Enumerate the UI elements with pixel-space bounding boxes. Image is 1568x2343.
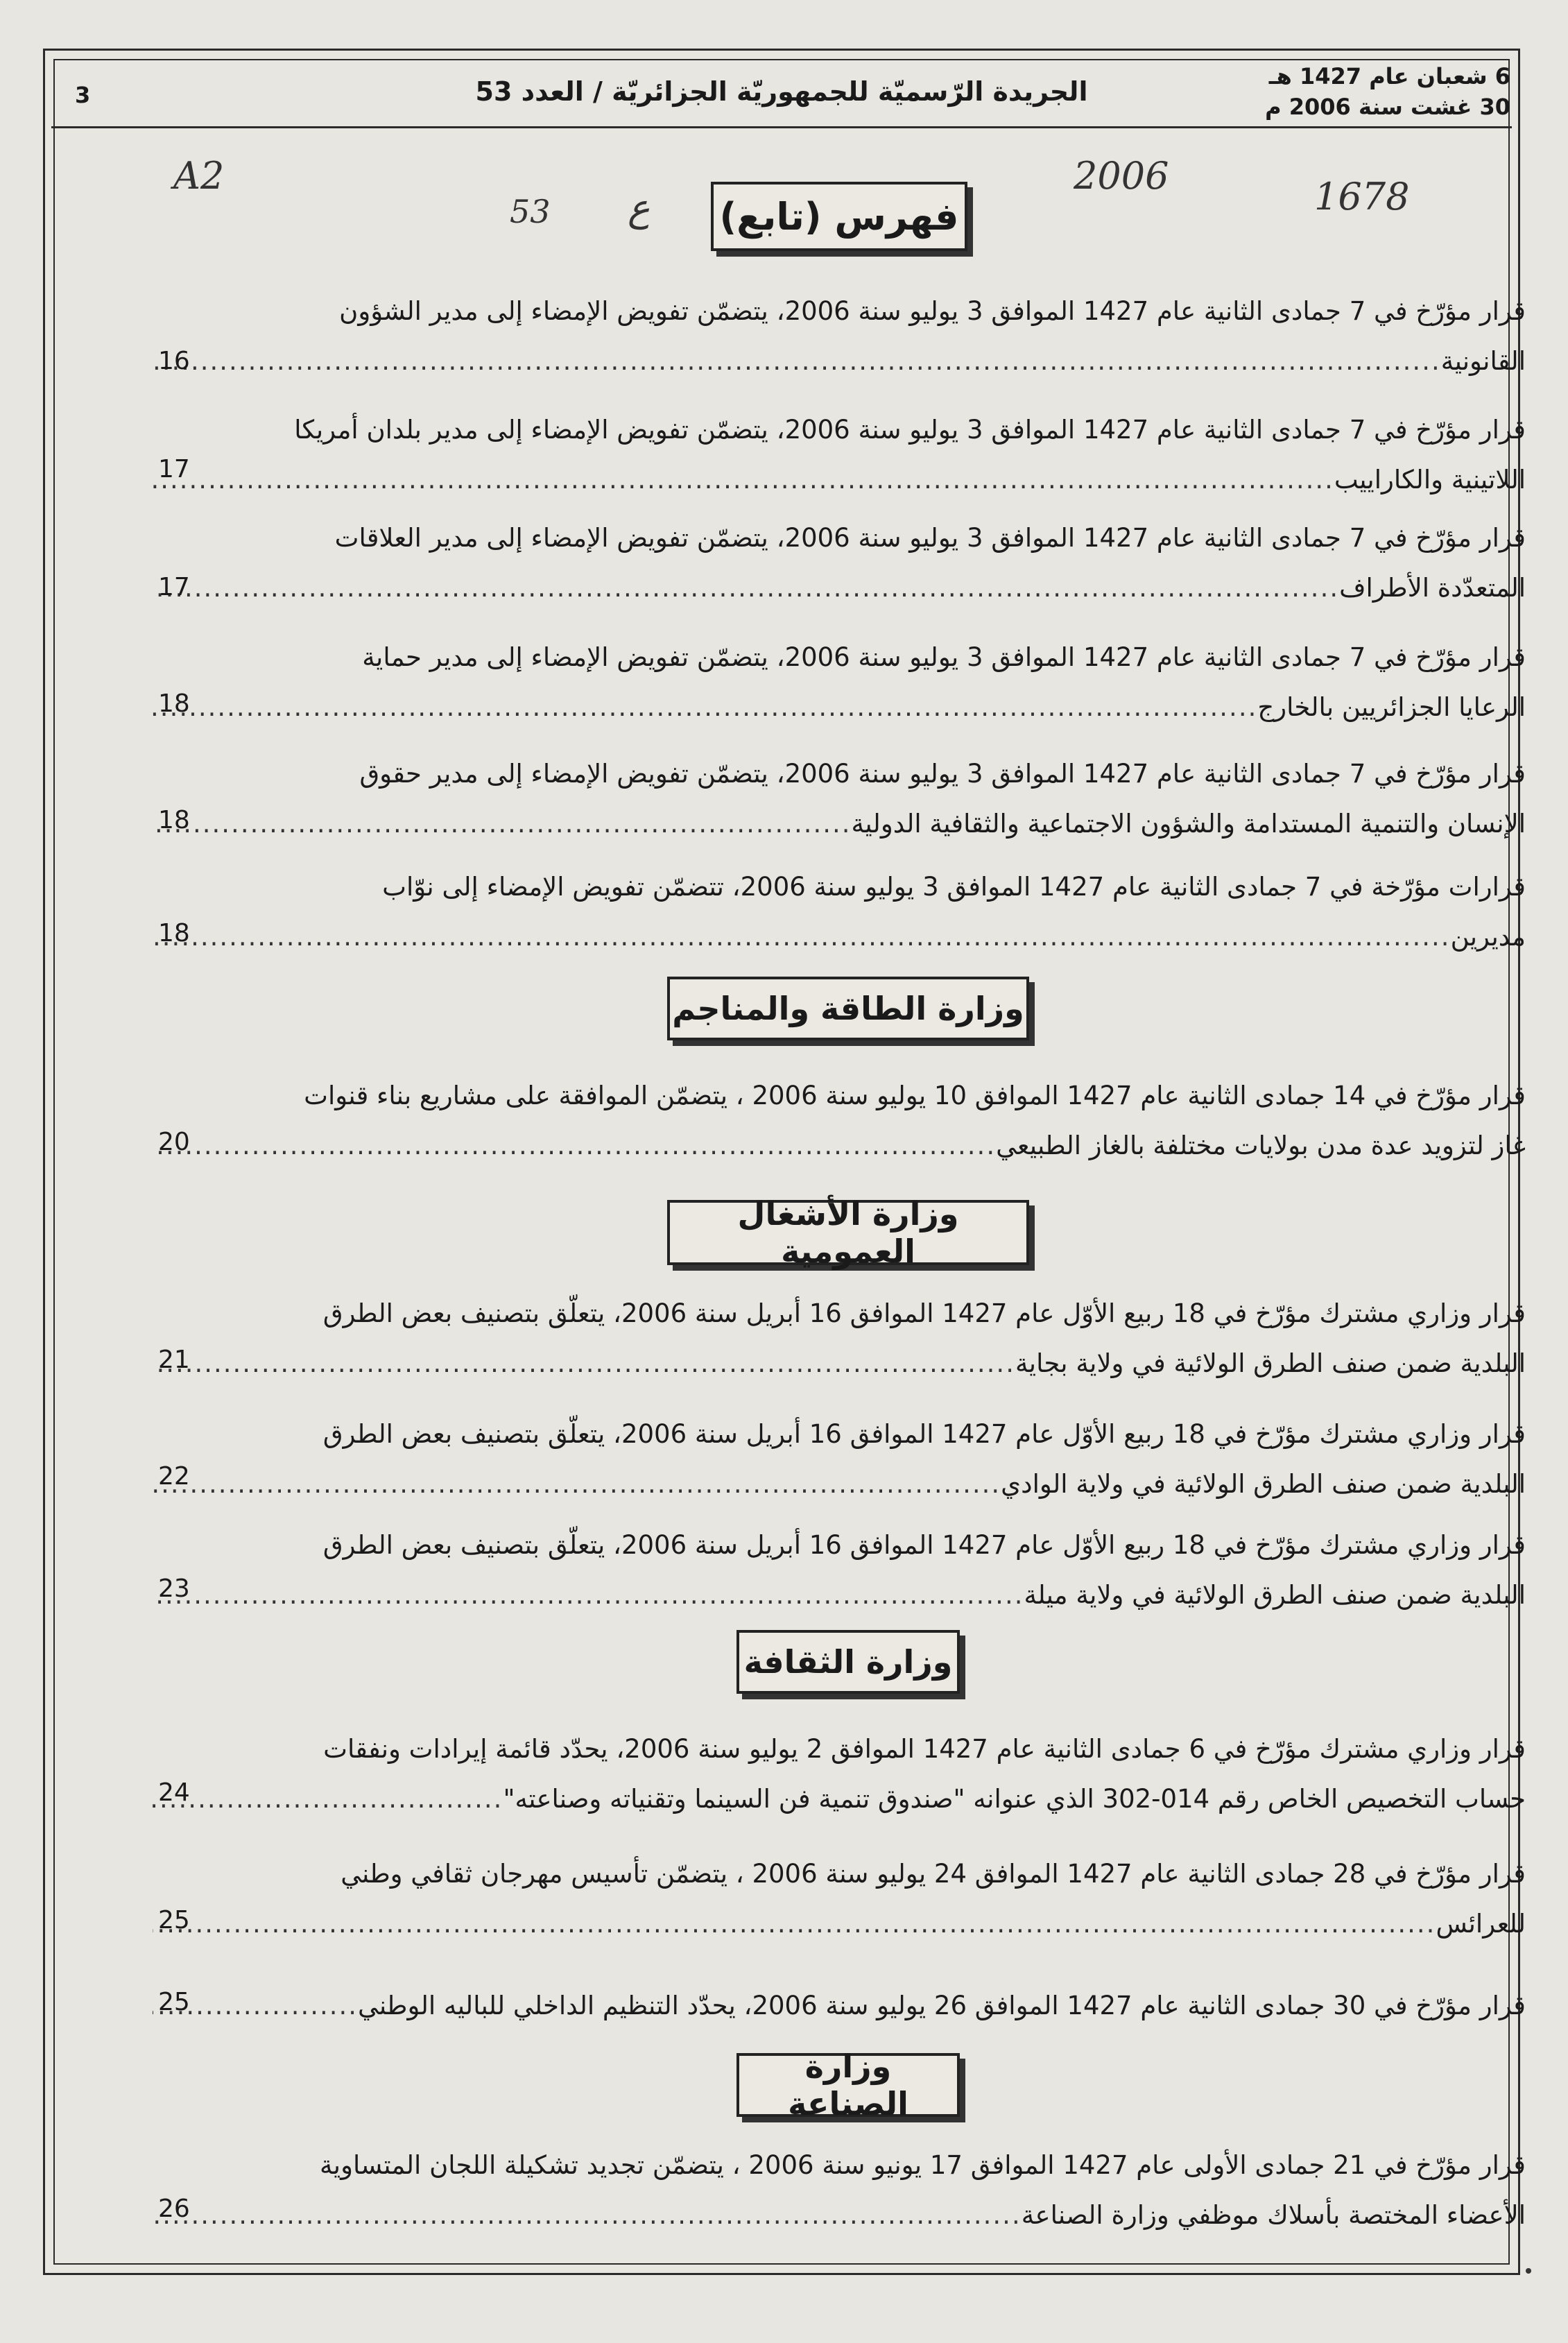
page-header <box>43 49 1520 132</box>
section-title-public-works: وزارة الأشغال العمومية <box>667 1200 1029 1265</box>
index-entry: قرار مؤرّخ في 28 جمادى الثانية عام 1427 الموافق 24 يوليو سنة 2006 ، يتضمّن تأسيس مهرجان ثقافي وطني للعرائس ..... <box>153 1849 1526 1949</box>
entry-page-number: 23 <box>158 1574 190 1603</box>
handwritten-annotation-a2: A2 <box>173 154 225 198</box>
entry-page-number: 24 <box>158 1778 190 1807</box>
entry-page-number: 16 <box>158 347 190 375</box>
index-title: فهرس (تابع) <box>711 182 967 251</box>
entry-page-number: 18 <box>158 689 190 718</box>
header-date-hijri: 6 شعبان عام 1427 هـ <box>1268 63 1510 89</box>
header-page-number: 3 <box>75 82 91 108</box>
entry-page-number: 25 <box>158 1906 190 1934</box>
index-entry: قرار وزاري مشترك مؤرّخ في 18 ربيع الأوّل عام 1427 الموافق 16 أبريل سنة 2006، يتعلّق بتصنيف بعض الطرق البلدية ضمن صنف الطرق الولائية في ولاية بجاية ..... <box>153 1289 1526 1389</box>
section-title-industry: وزارة الصناعة <box>736 2053 960 2117</box>
header-rule <box>51 126 1512 128</box>
index-entry: قرار مؤرّخ في 7 جمادى الثانية عام 1427 الموافق 3 يوليو سنة 2006، يتضمّن تفويض الإمضاء إلى مدير الشؤون القانونية ..... <box>153 286 1526 386</box>
handwritten-annotation-1678: 1678 <box>1314 175 1410 218</box>
entry-page-number: 18 <box>158 806 190 834</box>
index-entry: قرار مؤرّخ في 7 جمادى الثانية عام 1427 الموافق 3 يوليو سنة 2006، يتضمّن تفويض الإمضاء إلى مدير العلاقات المتعدّدة الأطراف ..... <box>153 513 1526 613</box>
index-entry: قرار مؤرّخ في 7 جمادى الثانية عام 1427 الموافق 3 يوليو سنة 2006، يتضمّن تفويض الإمضاء إلى مدير حماية الرعايا الجزائريين بالخارج ..... <box>153 633 1526 732</box>
index-entry: قرار وزاري مشترك مؤرّخ في 6 جمادى الثانية عام 1427 الموافق 2 يوليو سنة 2006، يحدّد قائمة إيرادات ونفقات حساب التخصيص الخاص رقم 014-302 الذي عنوانه "صندوق تنمية فن السينما وتقنياته وصناعته" ..... <box>153 1724 1526 1824</box>
scan-mark <box>1526 2268 1531 2274</box>
handwritten-annotation-2006: 2006 <box>1074 154 1169 198</box>
index-entry: قرار مؤرّخ في 30 جمادى الثانية عام 1427 الموافق 26 يوليو سنة 2006، يحدّد التنظيم الداخلي للباليه الوطني ..... <box>153 1981 1526 2031</box>
section-title-energy-mines: وزارة الطاقة والمناجم <box>667 977 1029 1040</box>
entry-page-number: 26 <box>158 2195 190 2223</box>
entry-page-number: 18 <box>158 919 190 947</box>
index-entry: قرار وزاري مشترك مؤرّخ في 18 ربيع الأوّل عام 1427 الموافق 16 أبريل سنة 2006، يتعلّق بتصنيف بعض الطرق البلدية ضمن صنف الطرق الولائية في ولاية ميلة ..... <box>153 1520 1526 1620</box>
index-entry: قرارات مؤرّخة في 7 جمادى الثانية عام 1427 الموافق 3 يوليو سنة 2006، تتضمّن تفويض الإمضاء إلى نوّاب مديرين ..... <box>153 862 1526 962</box>
index-entry: قرار وزاري مشترك مؤرّخ في 18 ربيع الأوّل عام 1427 الموافق 16 أبريل سنة 2006، يتعلّق بتصنيف بعض الطرق البلدية ضمن صنف الطرق الولائية في ولاية الوادي ..... <box>153 1409 1526 1509</box>
entry-page-number: 20 <box>158 1128 190 1156</box>
index-entry: قرار مؤرّخ في 7 جمادى الثانية عام 1427 الموافق 3 يوليو سنة 2006، يتضمّن تفويض الإمضاء إلى مدير بلدان أمريكا اللاتينية والكاراييب ..... <box>153 405 1526 505</box>
entry-page-number: 21 <box>158 1346 190 1374</box>
entry-page-number: 17 <box>158 455 190 483</box>
handwritten-annotation-53: 53 <box>510 193 551 230</box>
index-entry: قرار مؤرّخ في 14 جمادى الثانية عام 1427 الموافق 10 يوليو سنة 2006 ، يتضمّن الموافقة على مشاريع بناء قنوات غاز لتزويد عدة مدن بولايات مختلفة بالغاز الطبيعي ..... <box>153 1071 1526 1171</box>
index-entry: قرار مؤرّخ في 21 جمادى الأولى عام 1427 الموافق 17 يونيو سنة 2006 ، يتضمّن تجديد تشكيلة اللجان المتساوية الأعضاء المختصة بأسلاك موظفي وزارة الصناعة ..... <box>153 2140 1526 2240</box>
header-title: الجريدة الرّسميّة للجمهوريّة الجزائريّة / العدد 53 <box>475 76 1088 107</box>
entry-page-number: 17 <box>158 573 190 601</box>
index-entry: قرار مؤرّخ في 7 جمادى الثانية عام 1427 الموافق 3 يوليو سنة 2006، يتضمّن تفويض الإمضاء إلى مدير حقوق الإنسان والتنمية المستدامة والشؤون الاجتماعية والثقافية الدولية ..... <box>153 749 1526 849</box>
entry-page-number: 22 <box>158 1462 190 1491</box>
handwritten-annotation-ain: ع <box>628 186 651 230</box>
header-date-gregorian: 30 غشت سنة 2006 م <box>1265 94 1510 120</box>
entry-page-number: 25 <box>158 1988 190 2016</box>
section-title-culture: وزارة الثقافة <box>736 1630 960 1694</box>
